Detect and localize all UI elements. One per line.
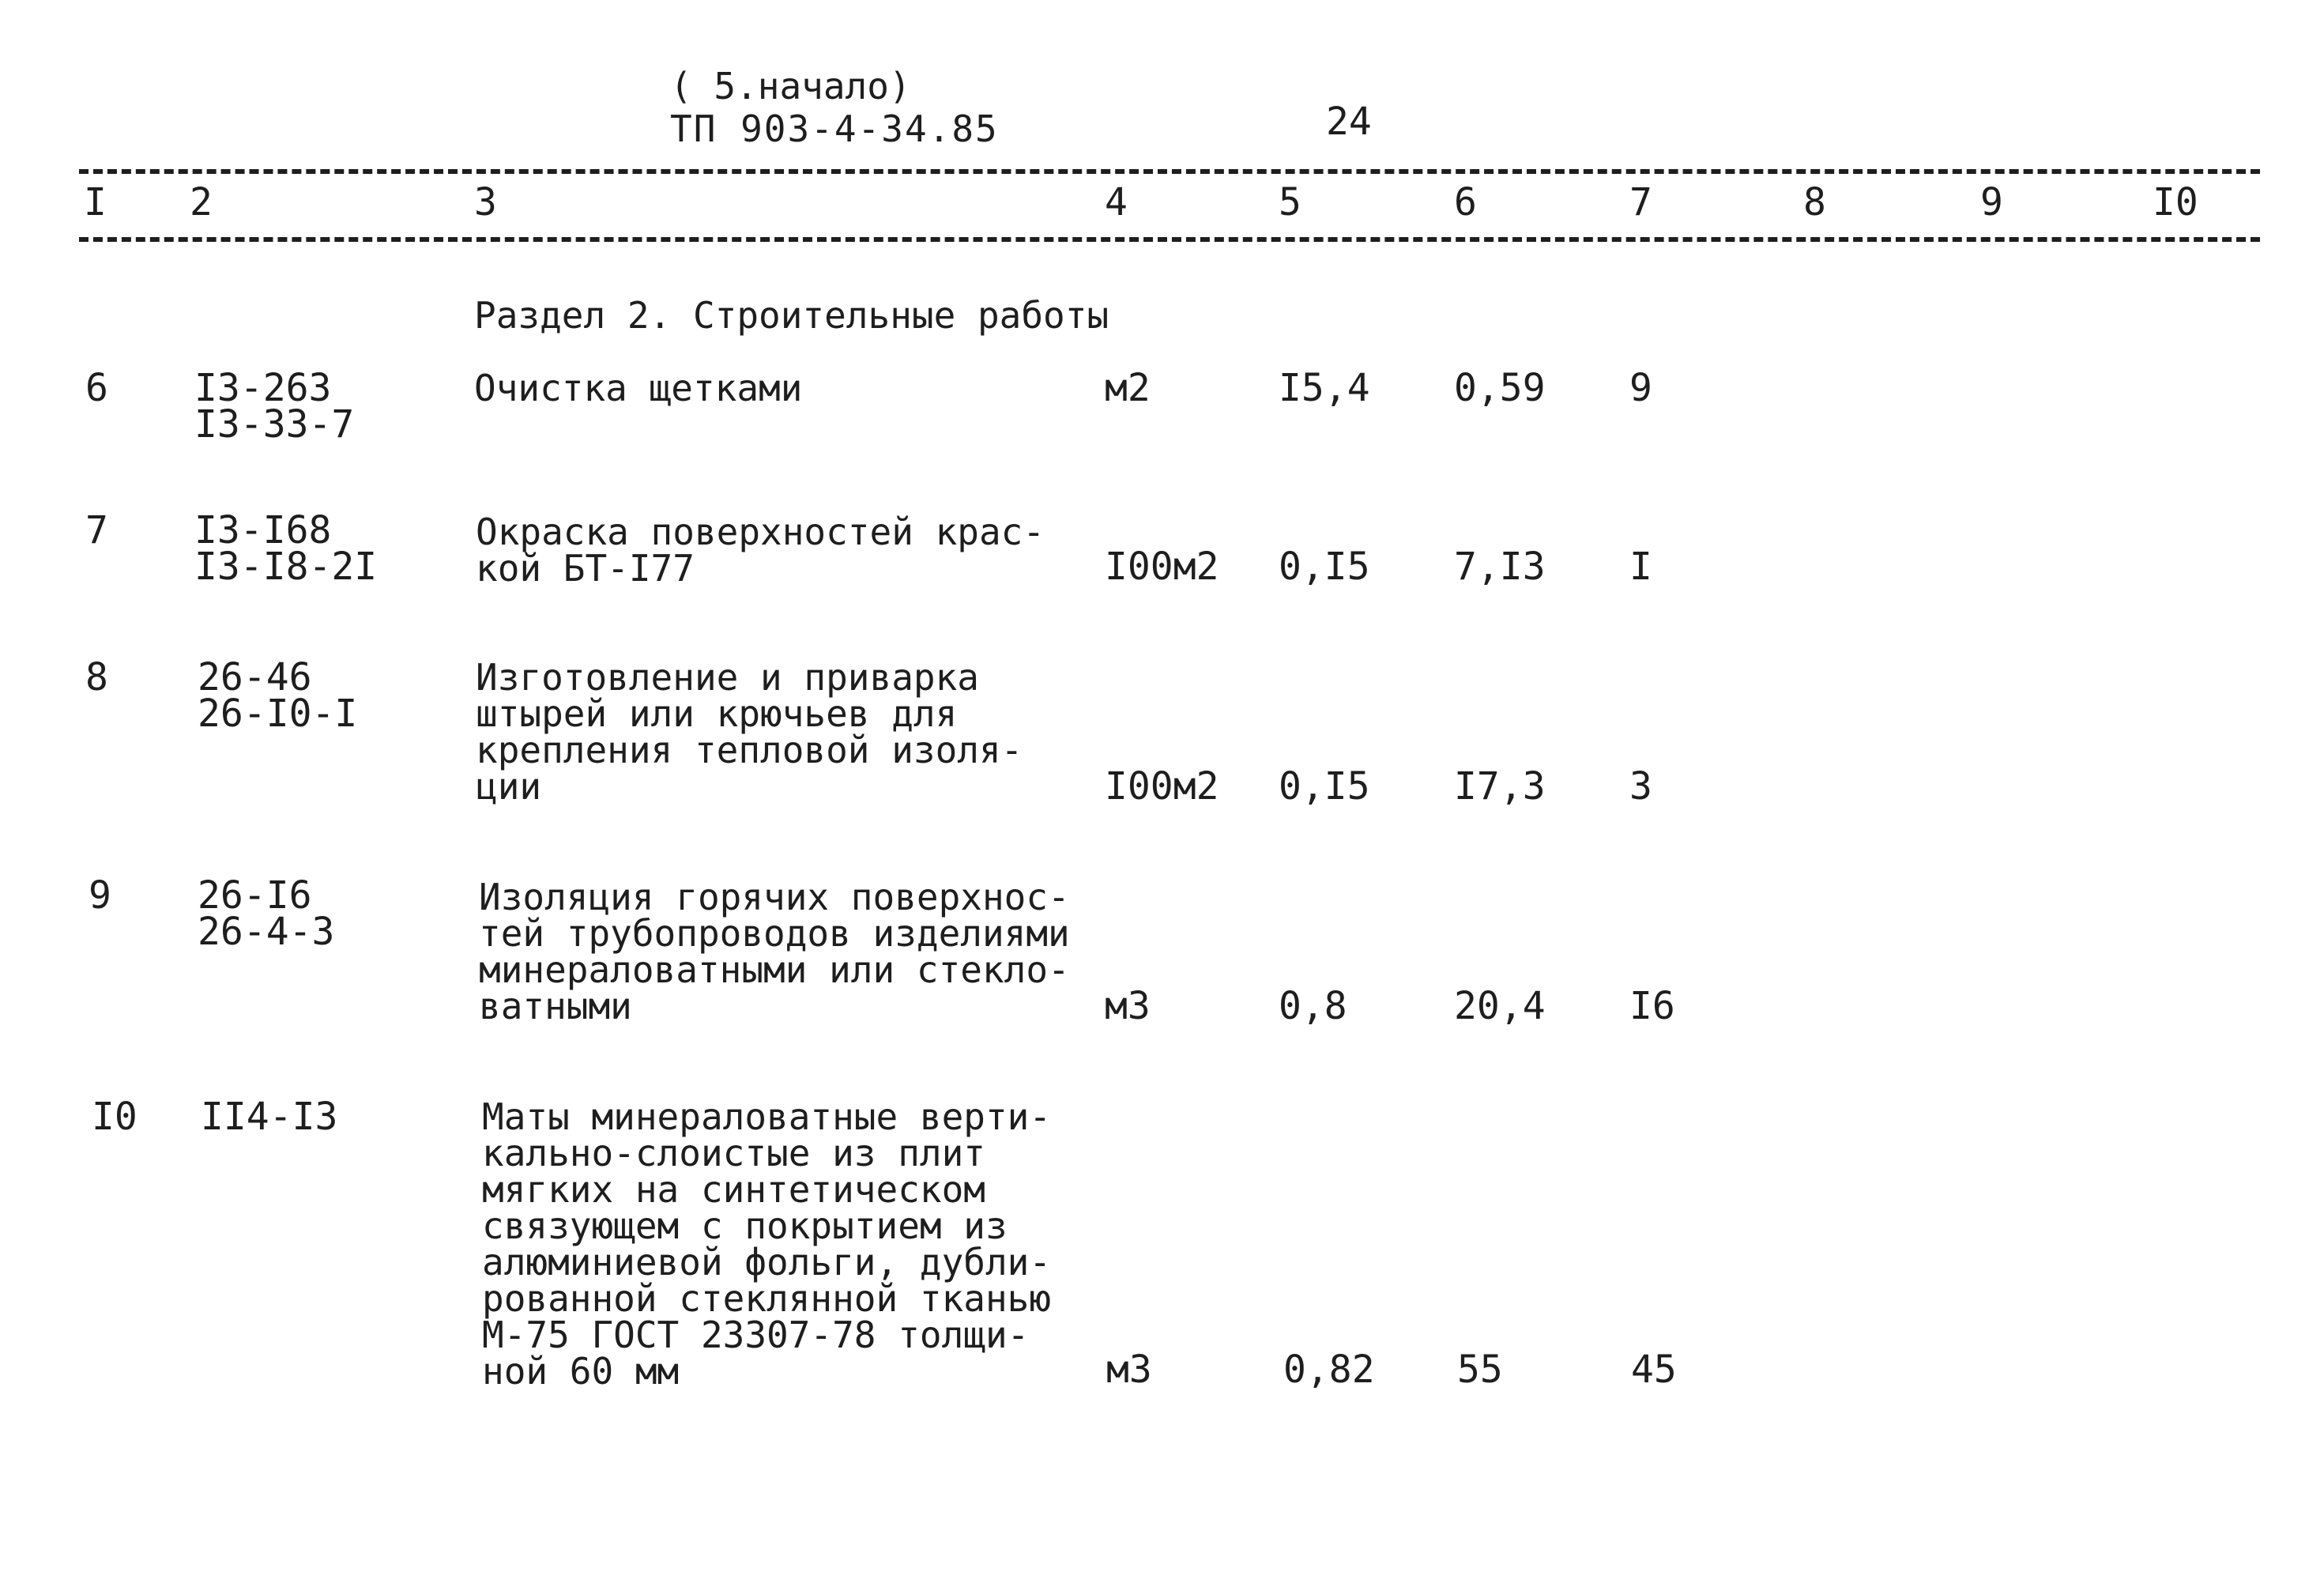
row-number: I0 xyxy=(92,1095,137,1139)
total-cost: 9 xyxy=(1629,366,1652,410)
unit: м2 xyxy=(1105,366,1151,410)
column-number: 2 xyxy=(190,180,213,224)
column-number: 9 xyxy=(1980,180,2003,224)
work-description: Маты минераловатные верти- кально-слоистые из плит мягких на синтетическом связующем с покрытием из алюминиевой фольги, дубли- рованной стеклянной тканью М-75 ГОСТ 23307-78 толщи- ной 60 мм xyxy=(482,1095,1052,1393)
work-description: Изготовление и приварка штырей или крючьев для крепления тепловой изоля- ции xyxy=(476,656,1023,808)
unit-price: 7,I3 xyxy=(1454,545,1546,589)
price-code: 26-46 xyxy=(198,655,312,699)
unit: I00м2 xyxy=(1105,764,1219,809)
row-number: 9 xyxy=(89,873,111,918)
unit-price: 20,4 xyxy=(1454,984,1546,1028)
column-number: 4 xyxy=(1105,180,1128,224)
column-number: 8 xyxy=(1803,180,1826,224)
column-number: I0 xyxy=(2153,180,2198,224)
norm-code: I3-I8-2I xyxy=(194,545,378,589)
row-number: 8 xyxy=(85,655,108,699)
unit-price: I7,3 xyxy=(1454,764,1546,809)
total-cost: 45 xyxy=(1631,1348,1677,1392)
quantity: 0,I5 xyxy=(1279,764,1370,809)
norm-code: 26-I0-I xyxy=(198,692,358,736)
row-number: 6 xyxy=(85,366,108,410)
unit: м3 xyxy=(1106,1348,1152,1392)
unit-price: 0,59 xyxy=(1454,366,1546,410)
work-description: Очистка щетками xyxy=(474,367,803,409)
quantity: 0,82 xyxy=(1283,1348,1375,1392)
total-cost: I xyxy=(1629,545,1652,589)
continuation-note: ( 5.начало) xyxy=(670,65,911,107)
total-cost: I6 xyxy=(1629,984,1675,1028)
unit: м3 xyxy=(1105,984,1151,1028)
price-code: I3-I68 xyxy=(194,508,332,552)
price-code: 26-I6 xyxy=(198,873,312,918)
unit: I00м2 xyxy=(1105,545,1219,589)
work-description: Окраска поверхностей крас- кой БТ-I77 xyxy=(476,511,1045,590)
total-cost: 3 xyxy=(1629,764,1652,809)
price-code: II4-I3 xyxy=(201,1095,338,1139)
header-top-rule xyxy=(79,169,2260,174)
work-description: Изоляция горячих поверхнос- тей трубопроводов изделиями минераловатными или стекло- ватными xyxy=(479,876,1070,1027)
column-number: 6 xyxy=(1454,180,1477,224)
column-number: I xyxy=(84,180,107,224)
unit-price: 55 xyxy=(1457,1348,1503,1392)
header-bottom-rule xyxy=(79,237,2260,242)
quantity: 0,8 xyxy=(1279,984,1347,1028)
document-code: ТП 903-4-34.85 xyxy=(670,107,999,150)
column-number: 5 xyxy=(1279,180,1301,224)
quantity: I5,4 xyxy=(1279,366,1370,410)
column-number: 7 xyxy=(1629,180,1652,224)
norm-code: I3-33-7 xyxy=(194,402,355,447)
price-code: I3-263 xyxy=(194,366,332,410)
quantity: 0,I5 xyxy=(1279,545,1370,589)
section-title: Раздел 2. Строительные работы xyxy=(474,294,1109,337)
page-number: 24 xyxy=(1326,100,1372,144)
row-number: 7 xyxy=(85,508,108,552)
column-number: 3 xyxy=(474,180,497,224)
norm-code: 26-4-3 xyxy=(198,910,335,954)
